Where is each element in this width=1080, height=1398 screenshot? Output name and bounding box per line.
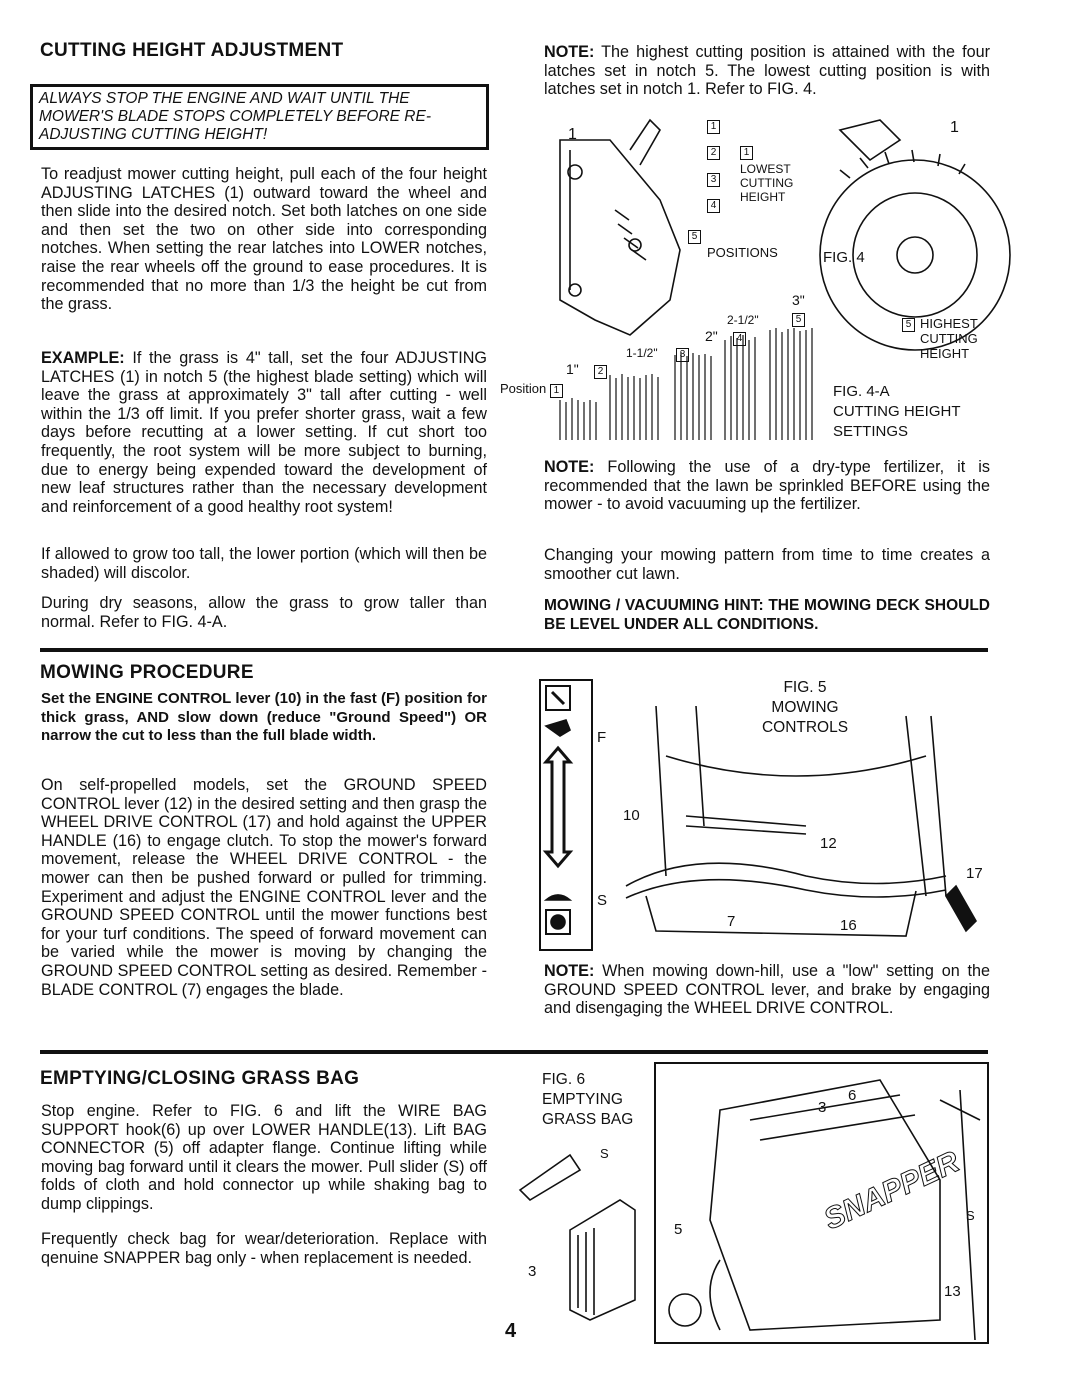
fast-label: F bbox=[597, 729, 607, 746]
too-tall-paragraph: If allowed to grow too tall, the lower portion (which will then be shaded) will discolor. bbox=[41, 545, 487, 582]
fig6-callout-3: 3 bbox=[818, 1099, 827, 1116]
control-panel-icons bbox=[540, 680, 592, 950]
slow-label: S bbox=[597, 892, 608, 909]
grass-drawing bbox=[560, 328, 812, 440]
mower-handle-drawing bbox=[626, 706, 976, 936]
fig5-caption: FIG. 5 MOWING CONTROLS bbox=[761, 679, 849, 736]
fig6-illustration bbox=[520, 1060, 990, 1345]
notch-5-marker: 5 bbox=[688, 230, 701, 244]
note-highest-position: NOTE: The highest cutting position is attained with the four latches set in notch 5. The lowest cutting position is with latches set in notch 1. Refer to FIG. 4. bbox=[544, 43, 990, 99]
height-1-5-label: 1-1/2" bbox=[626, 346, 658, 360]
warning-box: ALWAYS STOP THE ENGINE AND WAIT UNTIL THE MOWER'S BLADE STOPS COMPLETELY BEFORE RE-ADJUSTING CUTTING HEIGHT! bbox=[30, 84, 489, 150]
fig6-callout-6: 6 bbox=[848, 1087, 857, 1104]
cutting-height-title: CUTTING HEIGHT ADJUSTMENT bbox=[40, 40, 344, 61]
fig4-label: FIG. 4 bbox=[823, 249, 865, 266]
readjust-paragraph: To readjust mower cutting height, pull each of the four height ADJUSTING LATCHES (1) outward toward the wheel and then slide into the desired notch. Set both latches on one side and then set the two on other side into corresponding notches. When setting the rear latches into LOWER notches, raise the rear wheels off the ground to ease procedures. It is recommended that no more than 1/3 the height be cut from the grass. bbox=[41, 165, 487, 314]
mowing-procedure-title: MOWING PROCEDURE bbox=[40, 662, 254, 683]
callout-16: 16 bbox=[840, 917, 857, 934]
fig6-s-label-right: S bbox=[966, 1208, 975, 1223]
grass-bag-title: EMPTYING/CLOSING GRASS BAG bbox=[40, 1068, 360, 1089]
mowing-pattern-paragraph: Changing your mowing pattern from time to time creates a smoother cut lawn. bbox=[544, 546, 990, 583]
callout-10: 10 bbox=[623, 807, 640, 824]
notch-2-marker: 2 bbox=[707, 146, 720, 160]
notch-4-marker: 4 bbox=[707, 199, 720, 213]
height-3-marker: 3 bbox=[676, 348, 689, 362]
height-5-marker: 5 bbox=[792, 313, 805, 327]
dry-season-paragraph: During dry seasons, allow the grass to grow taller than normal. Refer to FIG. 4-A. bbox=[41, 594, 487, 631]
mowing-hint: MOWING / VACUUMING HINT: THE MOWING DECK SHOULD BE LEVEL UNDER ALL CONDITIONS. bbox=[544, 597, 990, 633]
fig6-callout-5: 5 bbox=[674, 1221, 683, 1238]
mowing-paragraph-2: On self-propelled models, set the GROUND SPEED CONTROL lever (12) in the desired setting and then grasp the WHEEL DRIVE CONTROL (17) and hold against the UPPER HANDLE (16) to engage clutch. To stop the mower's forward movement, release the WHEEL DRIVE CONTROL - the mower can then be pushed forward or pulled for trimming. Experiment and adjust the ENGINE CONTROL lever and the GROUND SPEED CONTROL until the mower functions best for your turf conditions. The speed of forward movement can be varied while the mower is moving by changing the GROUND SPEED CONTROL setting as desired. Remember - BLADE CONTROL (7) engages the blade. bbox=[41, 776, 487, 999]
wheel-drawing bbox=[820, 120, 1010, 350]
callout-7: 7 bbox=[727, 913, 736, 930]
fig6-caption: FIG. 6 EMPTYING GRASS BAG bbox=[542, 1071, 634, 1128]
notch-3-marker: 3 bbox=[707, 173, 720, 187]
grass-bag-paragraph-1: Stop engine. Refer to FIG. 6 and lift the WIRE BAG SUPPORT hook(6) up over LOWER HANDLE(13). Lift BAG CONNECTOR (5) off adapter flange. Continue lifting while moving bag forward until it clears the mower. Pull slider (S) off folds of cloth and hold connector up while shaking bag to dump clippings. bbox=[41, 1102, 487, 1213]
section-divider-2 bbox=[40, 1050, 988, 1054]
latch-bracket-drawing bbox=[560, 120, 680, 335]
grass-bag-paragraph-2: Frequently check bag for wear/deterioration. Replace with qenuine SNAPPER bag only - when replacement is needed. bbox=[41, 1230, 487, 1267]
fig6-slider-s-label: S bbox=[600, 1146, 609, 1161]
snapper-logo-text: SNAPPER bbox=[819, 1145, 965, 1237]
height-1-label: 1" bbox=[566, 361, 579, 377]
fig6-callout-13: 13 bbox=[944, 1283, 961, 1300]
height-3-label: 3" bbox=[792, 292, 805, 308]
note-fertilizer: NOTE: Following the use of a dry-type fertilizer, it is recommended that the lawn be sprinkled BEFORE using the mower - to avoid vacuuming up the fertilizer. bbox=[544, 458, 990, 514]
example-paragraph: EXAMPLE: If the grass is 4" tall, set the four ADJUSTING LATCHES (1) in notch 5 (the highest blade setting) which will leave the grass at approximately 3" tall after cutting - well within the 1/3 off limit. If you prefer shorter grass, wait a few days before recutting at a lower setting. If cut short too frequently, the root system will be more subject to burning, due to energy being expended toward the development of new leaf structures rather than the necessary development and reinforcement of a good healthy root system! bbox=[41, 349, 487, 516]
height-2-label: 2" bbox=[705, 328, 718, 344]
height-4-marker: 4 bbox=[733, 332, 746, 346]
fig4-callout-1: 1 bbox=[568, 126, 577, 143]
note-downhill: NOTE: When mowing down-hill, use a "low" setting on the GROUND SPEED CONTROL lever, and brake by engaging and disengaging the WHEEL DRIVE CONTROL. bbox=[544, 962, 990, 1018]
fig4a-caption: FIG. 4-A CUTTING HEIGHT SETTINGS bbox=[833, 383, 961, 440]
section-divider bbox=[40, 648, 988, 652]
position-label: Position 1 bbox=[500, 381, 563, 398]
lowest-cutting-height-label: LOWEST CUTTING HEIGHT bbox=[740, 162, 794, 204]
height-2-5-label: 2-1/2" bbox=[727, 313, 759, 327]
page-number: 4 bbox=[505, 1320, 517, 1342]
mowing-paragraph-1: Set the ENGINE CONTROL lever (10) in the fast (F) position for thick grass, AND slow down (reduce "Ground Speed") OR narrow the cut to less than the full blade width. bbox=[41, 690, 487, 745]
fig6-callout-3-left: 3 bbox=[528, 1263, 537, 1280]
fig4-callout-1-right: 1 bbox=[950, 119, 959, 136]
highest-cutting-height-label: HIGHEST CUTTING HEIGHT bbox=[920, 316, 978, 361]
lowest-notch-marker: 1 bbox=[740, 146, 753, 160]
callout-12: 12 bbox=[820, 835, 837, 852]
positions-label: POSITIONS bbox=[707, 245, 778, 260]
slider-drawing bbox=[520, 1155, 635, 1320]
notch-1-marker: 1 bbox=[707, 120, 720, 134]
highest-notch-marker: 5 bbox=[902, 318, 915, 332]
callout-17: 17 bbox=[966, 865, 983, 882]
height-2-marker: 2 bbox=[594, 365, 607, 379]
